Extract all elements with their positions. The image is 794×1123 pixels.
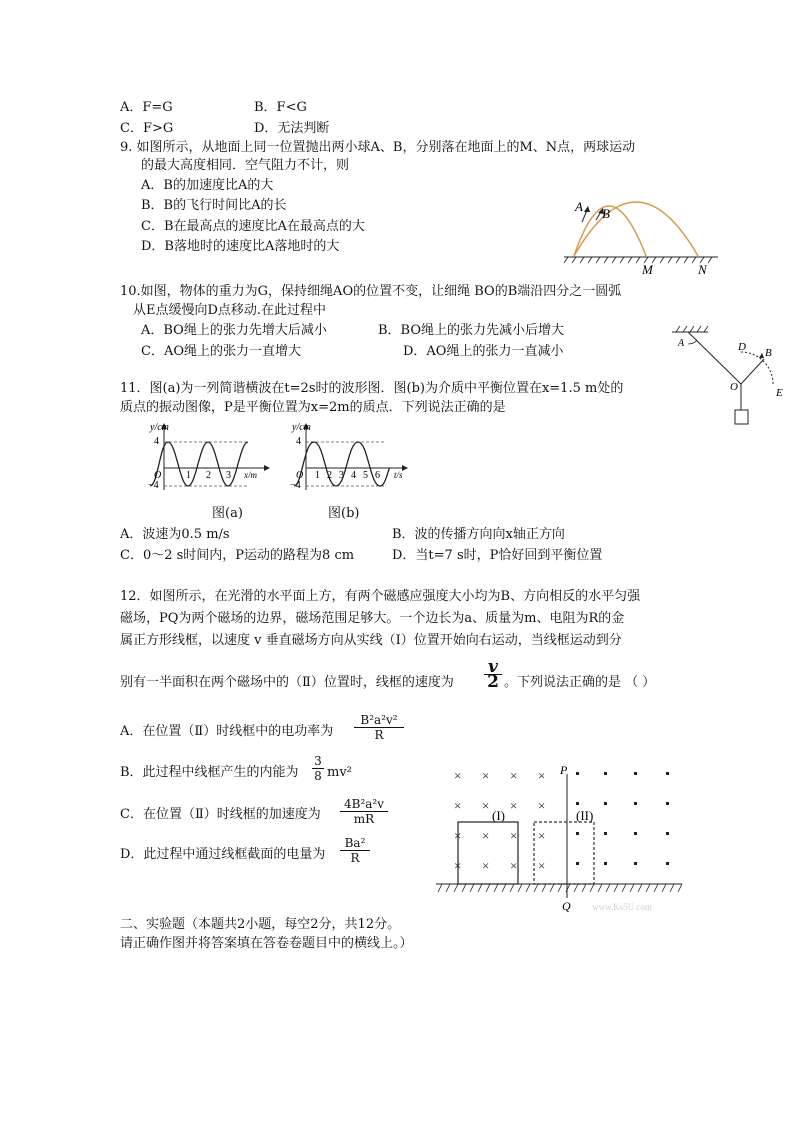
q12-option-a-text: A．在位置（Ⅱ）时线框中的电功率为 xyxy=(120,724,334,739)
svg-text:×: × xyxy=(538,768,546,783)
q10-option-b: B．BO绳上的张力先减小后增大 xyxy=(378,323,565,338)
q11a-tick-2: 2 xyxy=(206,470,211,481)
section2-title: 二、实验题（本题共2小题，每空2分，共12分。 xyxy=(120,917,401,932)
q9-label-b: B xyxy=(602,206,610,221)
q11a-origin: O xyxy=(154,470,162,481)
q11b-tick-2: 2 xyxy=(327,470,332,481)
svg-text:×: × xyxy=(538,858,546,873)
q8-option-c: C．F>G xyxy=(120,121,174,136)
svg-text:×: × xyxy=(510,768,518,783)
q11b-xlabel: t/s xyxy=(394,470,403,480)
q11b-origin: O xyxy=(296,470,304,481)
q12-option-a-den: R xyxy=(374,728,384,742)
svg-text:×: × xyxy=(510,828,518,843)
q12-watermark: www.Ks5U.com xyxy=(592,902,652,912)
q8-option-b: B．F<G xyxy=(254,100,307,115)
q11a-y-pos: 4 xyxy=(154,436,159,447)
q12-frac-v2-den: 2 xyxy=(487,672,499,692)
q12-frac-v2 xyxy=(484,657,502,692)
q12-option-d-den: R xyxy=(350,851,360,865)
svg-text:×: × xyxy=(454,768,462,783)
q9-option-c: C．B在最高点的速度比A在最高点的大 xyxy=(141,219,365,234)
q11-wave-figure-a xyxy=(140,420,280,500)
q11-stem-line1: 11．图(a)为一列简谐横波在t=2s时的波形图．图(b)为介质中平衡位置在x=1.5 m处的 xyxy=(120,381,624,396)
q12-frac-v2-num: v xyxy=(484,660,502,675)
q11b-tick-4: 4 xyxy=(351,470,356,481)
q11b-y-pos: 4 xyxy=(296,436,301,447)
q11a-tick-1: 1 xyxy=(186,470,191,481)
q9-stem-line2: 的最大高度相同．空气阻力不计，则 xyxy=(141,158,350,173)
q11b-y-neg: −4 xyxy=(290,480,301,491)
section2-note: 请正确作图并将答案填在答卷卷题目中的横线上。） xyxy=(120,936,413,951)
q9-projectile-figure xyxy=(560,176,720,276)
q11b-tick-1: 1 xyxy=(315,470,320,481)
q12-option-b-frac xyxy=(312,754,324,783)
q10-label-o: O xyxy=(730,381,738,393)
q10-option-c: C．AO绳上的张力一直增大 xyxy=(141,344,301,359)
q11b-tick-3: 3 xyxy=(339,470,344,481)
q12-line4a: 别有一半面积在两个磁场中的（Ⅱ）位置时，线框的速度为 xyxy=(120,675,454,690)
q11a-xlabel: x/m xyxy=(244,470,257,480)
q10-stem-line1: 10.如图，物体的重力为G，保持细绳AO的位置不变，让细绳 BO的B端沿四分之一圆弧 xyxy=(120,284,622,299)
q12-line4b: 。下列说法正确的是 （ ） xyxy=(504,675,656,690)
svg-text:×: × xyxy=(482,798,490,813)
svg-text:×: × xyxy=(482,828,490,843)
q10-stem-line2: 从E点缓慢向D点移动.在此过程中 xyxy=(133,303,327,318)
q12-label-q: Q xyxy=(562,899,571,913)
q12-option-b-num: 3 xyxy=(312,754,324,769)
q10-label-b: B xyxy=(765,347,772,359)
q12-option-a-num: B²a²v² xyxy=(354,713,404,728)
q9-option-a: A．B的加速度比A的大 xyxy=(141,178,274,193)
q12-magnetic-field-figure xyxy=(436,762,686,912)
q11-option-a: A．波速为0.5 m/s xyxy=(120,527,230,542)
q12-line3: 属正方形线框，以速度 v 垂直磁场方向从实线（Ⅰ）位置开始向右运动，当线框运动到分 xyxy=(120,633,622,648)
q12-option-a-frac xyxy=(354,713,404,742)
q11b-caption: 图(b) xyxy=(328,506,360,521)
q12-label-p: P xyxy=(560,763,568,777)
q12-option-d-num: Ba² xyxy=(340,836,370,851)
q9-stem-line1: 9. 如图所示，从地面上同一位置抛出两小球A、B，分别落在地面上的M、N点，两球运动 xyxy=(120,140,636,155)
q11b-tick-5: 5 xyxy=(363,470,368,481)
svg-text:×: × xyxy=(482,858,490,873)
q11-option-d: D．当t=7 s时，P恰好回到平衡位置 xyxy=(392,548,603,563)
q11-option-b: B．波的传播方向向x轴正方向 xyxy=(392,527,565,542)
q11a-tick-3: 3 xyxy=(226,470,231,481)
q12-option-d-frac xyxy=(340,836,370,865)
svg-text:×: × xyxy=(454,798,462,813)
svg-text:×: × xyxy=(538,798,546,813)
q12-label-ii: (II) xyxy=(576,808,594,823)
q12-option-c-num: 4B²a²v xyxy=(340,797,388,812)
q12-option-c-frac xyxy=(340,797,388,826)
svg-text:×: × xyxy=(510,858,518,873)
q12-option-b-text: B．此过程中线框产生的内能为 xyxy=(120,765,299,780)
q8-option-a: A．F=G xyxy=(120,100,173,115)
q9-label-m: M xyxy=(642,262,653,277)
q10-label-a: A xyxy=(678,338,685,349)
q11a-caption: 图(a) xyxy=(212,506,243,521)
q10-rope-figure xyxy=(668,322,792,432)
svg-text:×: × xyxy=(454,858,462,873)
q12-line2: 磁场，PQ为两个磁场的边界，磁场范围足够大。一个边长为a、质量为m、电阻为R的金 xyxy=(120,611,625,626)
q12-option-c-den: mR xyxy=(353,812,375,826)
q11-option-c: C．0～2 s时间内，P运动的路程为8 cm xyxy=(120,548,355,563)
q9-option-d: D．B落地时的速度比A落地时的大 xyxy=(141,239,340,254)
q9-label-n: N xyxy=(698,262,707,277)
q11b-tick-6: 6 xyxy=(375,470,380,481)
q11b-ylabel: y/cm xyxy=(292,422,311,433)
q9-label-a: A xyxy=(575,199,583,214)
q12-option-b-tail: mv² xyxy=(327,765,352,780)
q11-stem-line2: 质点的振动图像，P是平衡位置为x=2m的质点．下列说法正确的是 xyxy=(120,400,506,415)
q12-option-b-den: 8 xyxy=(314,769,322,783)
svg-text:×: × xyxy=(454,828,462,843)
q11a-ylabel: y/cm xyxy=(150,422,169,433)
q12-option-d-text: D．此过程中通过线框截面的电量为 xyxy=(120,847,326,862)
svg-text:×: × xyxy=(538,828,546,843)
svg-text:×: × xyxy=(482,768,490,783)
q12-line1: 12．如图所示，在光滑的水平面上方，有两个磁感应强度大小均为B、方向相反的水平匀强 xyxy=(120,589,641,604)
q8-option-d: D．无法判断 xyxy=(254,121,330,136)
q10-option-a: A．BO绳上的张力先增大后减小 xyxy=(141,323,327,338)
svg-text:×: × xyxy=(510,798,518,813)
q10-option-d: D．AO绳上的张力一直减小 xyxy=(403,344,564,359)
q12-label-i: (I) xyxy=(492,808,505,823)
q10-label-d: D xyxy=(738,341,746,353)
q11a-y-neg: −4 xyxy=(148,480,159,491)
q12-option-c-text: C．在位置（Ⅱ）时线框的加速度为 xyxy=(120,807,321,822)
q9-option-b: B．B的飞行时间比A的长 xyxy=(141,198,287,213)
q10-label-e: E xyxy=(776,387,783,399)
q11-vibration-figure-b xyxy=(284,420,424,500)
